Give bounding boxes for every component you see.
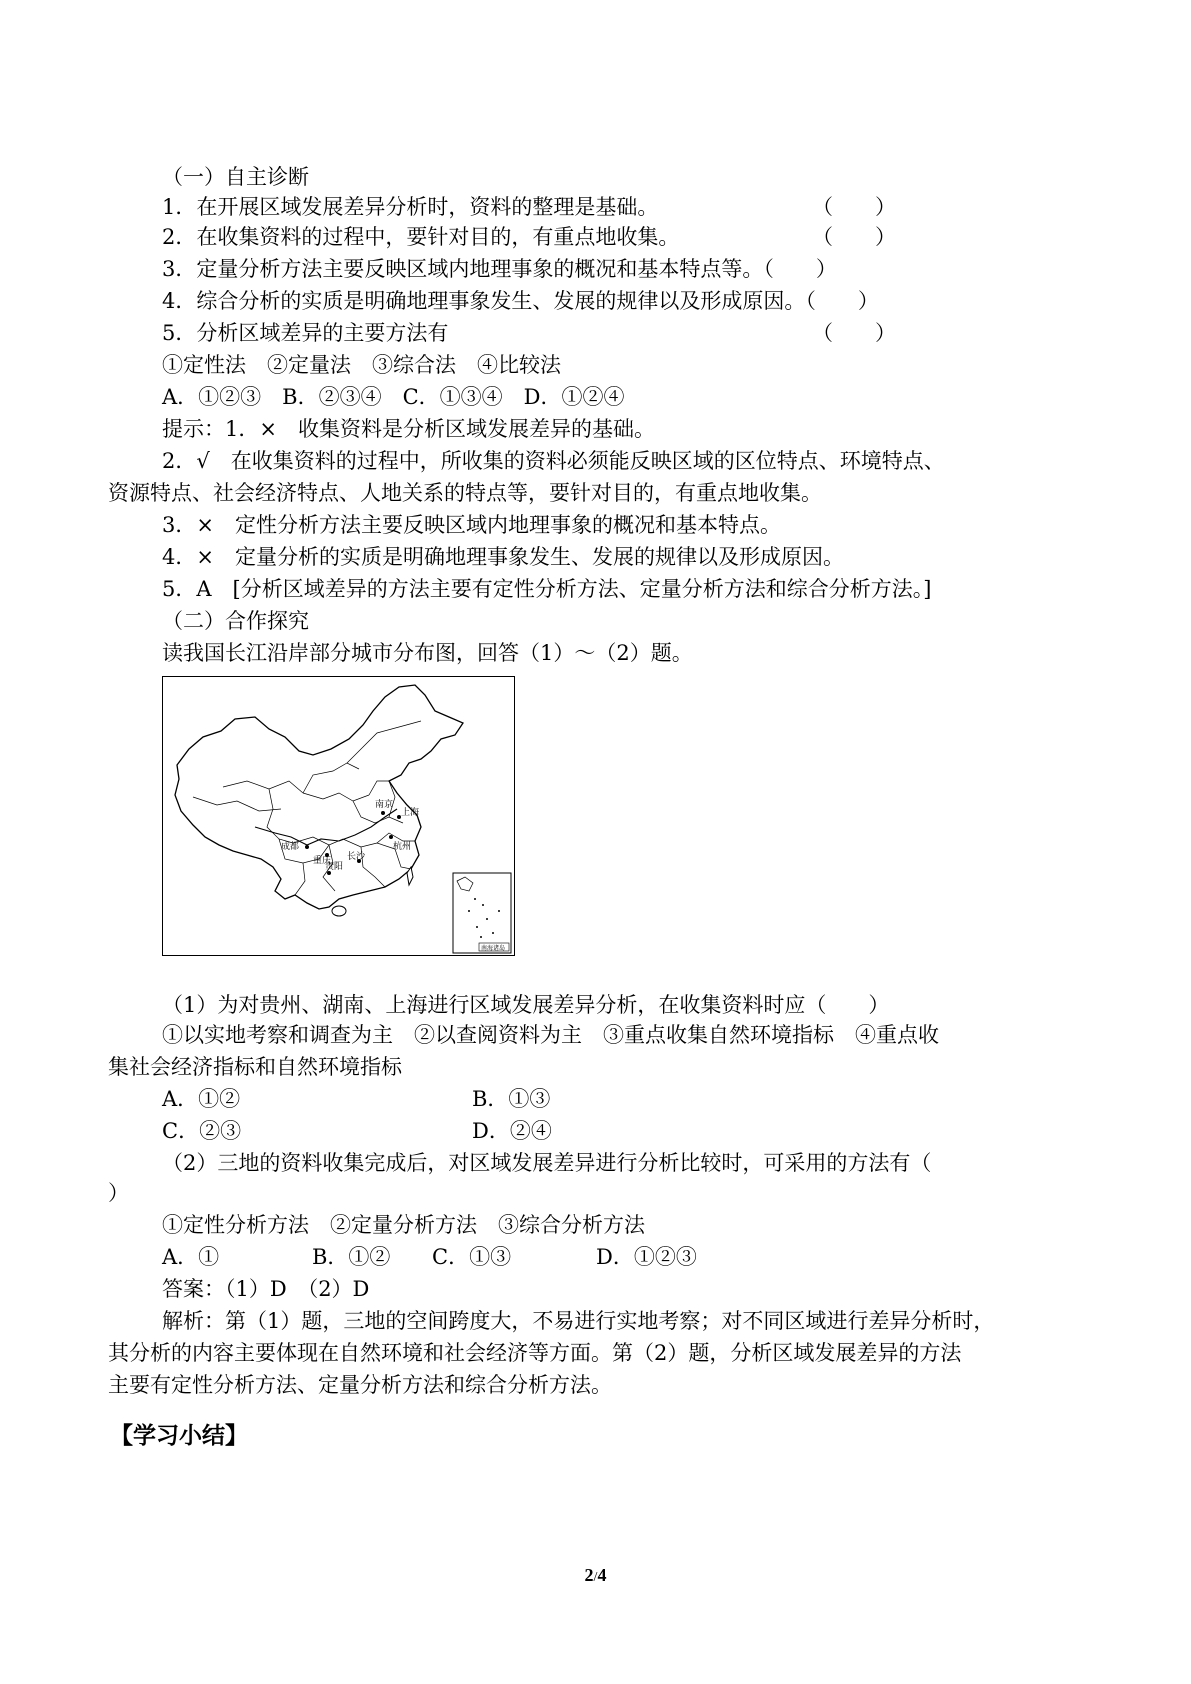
question-1: 1．在开展区域发展差异分析时，资料的整理是基础。 [162, 195, 659, 219]
page-number [0, 1565, 1191, 1586]
question-4: 4．综合分析的实质是明确地理事象发生、发展的规律以及形成原因。（ ） [162, 289, 879, 313]
subquestion-1-choice-c: C．②③ [162, 1119, 242, 1143]
city-dot [381, 811, 385, 815]
hint-line-1: 提示：1．× 收集资料是分析区域发展差异的基础。 [162, 417, 655, 441]
question-1-answer-paren: （ ） [812, 195, 896, 219]
subquestion-1-choice-a: A．①② [162, 1087, 241, 1111]
subquestion-2-line-2: ） [108, 1181, 129, 1205]
china-map-figure [162, 676, 515, 956]
subquestion-1-options-line-1: ①以实地考察和调查为主 ②以查阅资料为主 ③重点收集自然环境指标 ④重点收 [162, 1023, 939, 1047]
city-label: 长沙 [347, 852, 366, 862]
analysis-line-3: 主要有定性分析方法、定量分析方法和综合分析方法。 [108, 1373, 612, 1397]
subquestion-2-line-1: （2）三地的资料收集完成后，对区域发展差异进行分析比较时，可采用的方法有（ [162, 1151, 932, 1175]
hainan-island [332, 906, 346, 916]
city-label: 成都 [281, 842, 300, 852]
city-dot [389, 835, 393, 839]
page-separator: / [593, 1570, 598, 1585]
question-3: 3．定量分析方法主要反映区域内地理事象的概况和基本特点等。（ ） [162, 257, 837, 281]
page-total: 4 [597, 1565, 607, 1585]
south-china-sea-inset [453, 873, 511, 953]
analysis-line-2: 其分析的内容主要体现在自然环境和社会经济等方面。第（2）题，分析区域发展差异的方法 [108, 1341, 962, 1365]
city-dot [305, 845, 309, 849]
subquestion-2-choice-d: D．①②③ [596, 1245, 697, 1269]
page-current: 2 [584, 1565, 594, 1585]
hint-line-5: 4．× 定量分析的实质是明确地理事象发生、发展的规律以及形成原因。 [162, 545, 844, 569]
hint-line-3: 资源特点、社会经济特点、人地关系的特点等，要针对目的，有重点地收集。 [108, 481, 822, 505]
hint-line-2: 2．√ 在收集资料的过程中，所收集的资料必须能反映区域的区位特点、环境特点、 [162, 449, 945, 473]
subquestion-2-choice-a: A．① [162, 1245, 220, 1269]
subquestion-1-choice-d: D．②④ [472, 1119, 552, 1143]
answer-line: 答案：（1）D （2）D [162, 1277, 370, 1301]
analysis-line-1: 解析：第（1）题，三地的空间跨度大，不易进行实地考察；对不同区域进行差异分析时， [162, 1309, 995, 1333]
subquestion-2-options: ①定性分析方法 ②定量分析方法 ③综合分析方法 [162, 1213, 645, 1237]
question-5-choices: A．①②③ B．②③④ C．①③④ D．①②④ [162, 385, 625, 409]
subquestion-2-choice-b: B．①② [312, 1245, 391, 1269]
city-label: 重庆 [313, 856, 332, 866]
question-5-answer-paren: （ ） [812, 321, 896, 345]
subquestion-2-choice-c: C．①③ [432, 1245, 512, 1269]
section1-title: （一）自主诊断 [162, 165, 309, 189]
question-5: 5．分析区域差异的主要方法有 [162, 321, 449, 345]
subquestion-1-choice-b: B．①③ [472, 1087, 551, 1111]
summary-heading: 【学习小结】 [110, 1423, 248, 1449]
inset-label: 南海诸岛 [481, 945, 506, 952]
section2-title: （二）合作探究 [162, 609, 309, 633]
subquestion-1-options-line-2: 集社会经济指标和自然环境指标 [108, 1055, 402, 1079]
city-label: 上海 [401, 808, 420, 818]
china-map [163, 677, 513, 954]
subquestion-1: （1）为对贵州、湖南、上海进行区域发展差异分析，在收集资料时应（ ） [162, 993, 890, 1017]
question-2: 2．在收集资料的过程中，要针对目的，有重点地收集。 [162, 225, 680, 249]
city-label: 杭州 [393, 842, 412, 852]
hint-line-6: 5．A [分析区域差异的方法主要有定性分析方法、定量分析方法和综合分析方法。] [162, 577, 932, 601]
question-5-options: ①定性法 ②定量法 ③综合法 ④比较法 [162, 353, 561, 377]
question-2-answer-paren: （ ） [812, 225, 896, 249]
city-label: 贵阳 [325, 862, 344, 872]
hint-line-4: 3．× 定性分析方法主要反映区域内地理事象的概况和基本特点。 [162, 513, 781, 537]
city-label: 南京 [375, 800, 394, 810]
china-outline [175, 685, 463, 909]
section2-intro: 读我国长江沿岸部分城市分布图，回答（1）～（2）题。 [162, 641, 693, 665]
